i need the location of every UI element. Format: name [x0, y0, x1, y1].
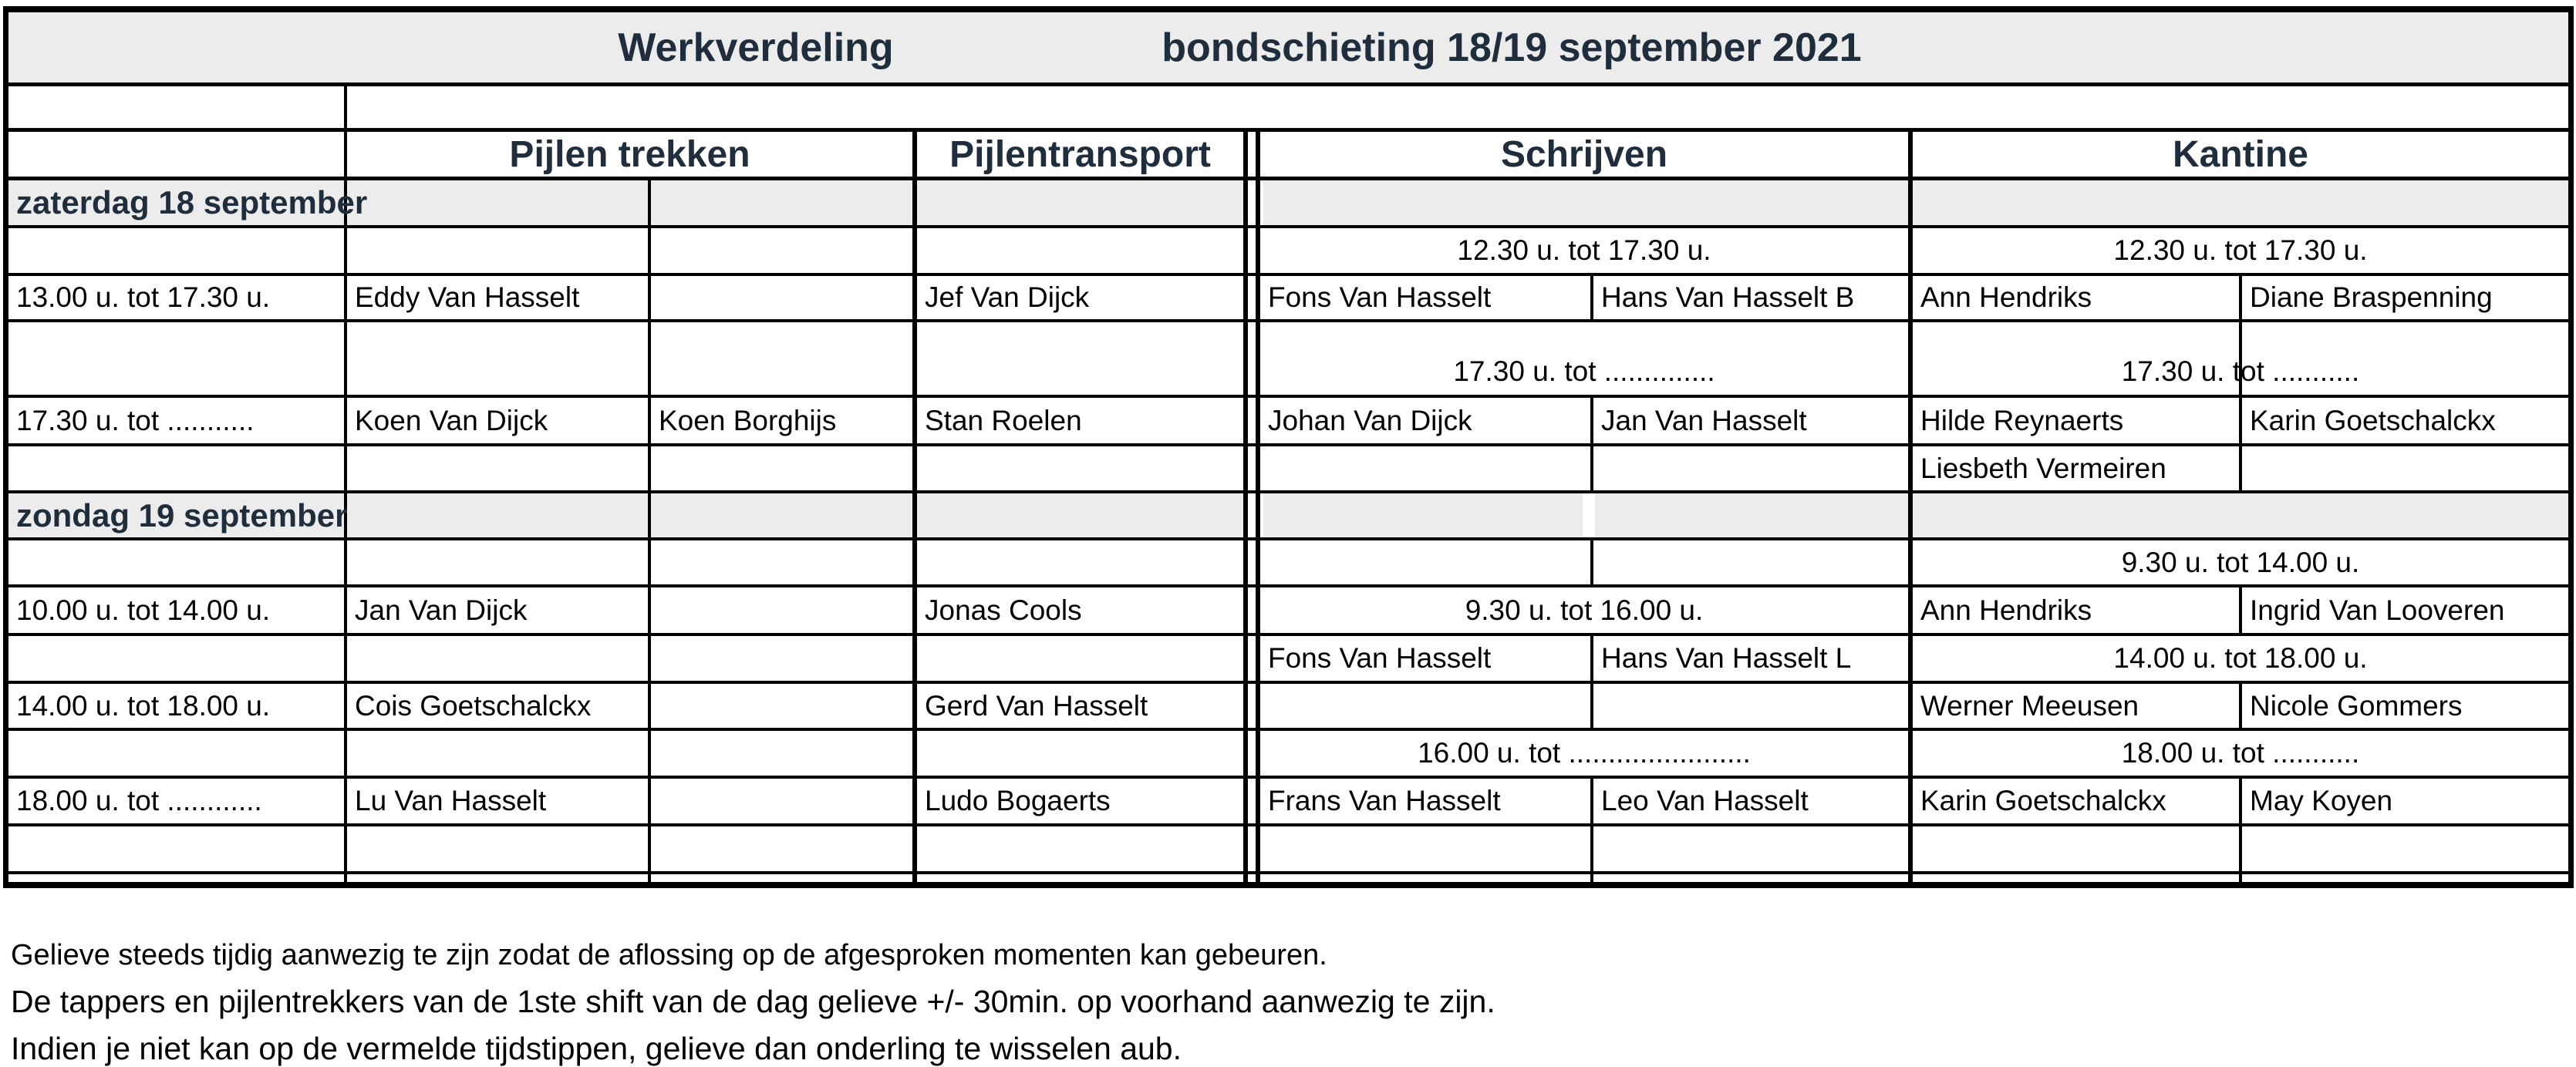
grid-line [1243, 128, 1248, 888]
saturday-row2-trekken1: Koen Van Dijck [355, 404, 548, 436]
sunday-kantine-background [1913, 492, 2570, 538]
header-schrijven: Schrijven [1500, 133, 1668, 175]
sunday-label: zondag 19 september [16, 496, 348, 534]
saturday-row1-trekken1: Eddy Van Hasselt [355, 281, 580, 313]
header-kantine: Kantine [2172, 133, 2308, 175]
sunday-row5-schrijven2: Leo Van Hasselt [1601, 785, 1809, 816]
saturday-kantine-background [1913, 179, 2570, 225]
grid-line [912, 128, 917, 888]
sunday-row1-trekken1: Jan Van Dijck [355, 594, 528, 626]
sunday-schrijven2-background [1595, 492, 1908, 538]
header-pijlentransport: Pijlentransport [949, 133, 1211, 175]
sunday-kantine-shift2: 14.00 u. tot 18.00 u. [2113, 642, 2368, 674]
saturday-row2-trekken2: Koen Borghijs [659, 404, 837, 436]
title-bondschieting: bondschieting 18/19 september 2021 [1162, 25, 1862, 70]
header-pijlen-trekken: Pijlen trekken [509, 133, 750, 175]
grid-line-top [3, 6, 2573, 12]
sunday-row5-kantine2: May Koyen [2250, 785, 2393, 816]
grid-line [1590, 537, 1593, 586]
sunday-row3-transport: Gerd Van Hasselt [925, 689, 1148, 722]
note-line-3: Indien je niet kan op de vermelde tijdstippen, gelieve dan onderling te wisselen aub. [11, 1031, 1182, 1066]
sunday-row3-time: 14.00 u. tot 18.00 u. [16, 689, 271, 722]
saturday-schrijven-background [1263, 179, 1908, 225]
grid-line [3, 82, 2573, 86]
sunday-row1-kantine2: Ingrid Van Looveren [2250, 594, 2505, 626]
saturday-row1-kantine2: Diane Braspenning [2250, 281, 2493, 313]
saturday-schrijven-shift1: 12.30 u. tot 17.30 u. [1457, 234, 1711, 266]
saturday-row1-time: 13.00 u. tot 17.30 u. [16, 281, 271, 313]
saturday-row2-time: 17.30 u. tot ........... [16, 404, 255, 436]
sunday-transport-background [916, 492, 1243, 538]
sunday-row1-kantine1: Ann Hendriks [1920, 594, 2092, 626]
sunday-row1-transport: Jonas Cools [925, 594, 1082, 626]
sunday-row2-schrijven2: Hans Van Hasselt L [1601, 642, 1852, 674]
sunday-row2-schrijven1: Fons Van Hasselt [1268, 642, 1492, 674]
sunday-kantine-shift1: 9.30 u. tot 14.00 u. [2121, 546, 2360, 578]
sunday-row5-time: 18.00 u. tot ............ [16, 785, 262, 816]
grid-line-left [3, 6, 8, 888]
sunday-schrijven-shift2: 16.00 u. tot ....................... [1418, 737, 1751, 769]
saturday-row1-schrijven1: Fons Van Hasselt [1268, 281, 1492, 313]
note-line-2: De tappers en pijlentrekkers van de 1ste shift van de dag gelieve +/- 30min. op voorhand aanwezig te zijn. [11, 984, 1495, 1019]
saturday-row2-kantine2: Karin Goetschalckx [2250, 404, 2496, 436]
sunday-schrijven-shift1: 9.30 u. tot 16.00 u. [1465, 594, 1704, 626]
sunday-row1-time: 10.00 u. tot 14.00 u. [16, 594, 271, 626]
sunday-kantine-shift3: 18.00 u. tot ........... [2121, 737, 2360, 769]
saturday-kantine-shift1: 12.30 u. tot 17.30 u. [2113, 234, 2368, 266]
sunday-row3-kantine2: Nicole Gommers [2250, 689, 2463, 722]
saturday-schrijven-shift2: 17.30 u. tot .............. [1453, 355, 1715, 387]
saturday-label: zaterdag 18 september [16, 183, 368, 220]
saturday-row2-schrijven1: Johan Van Dijck [1268, 404, 1472, 436]
grid-line [3, 319, 2573, 322]
saturday-row3-kantine1: Liesbeth Vermeiren [1920, 452, 2166, 484]
saturday-row2-transport: Stan Roelen [925, 404, 1082, 436]
title-werkverdeling: Werkverdeling [618, 25, 894, 70]
grid-line [3, 871, 2573, 874]
note-line-1: Gelieve steeds tijdig aanwezig te zijn zodat de aflossing op de afgesproken momenten kan gebeuren. [11, 939, 1327, 971]
saturday-row2-kantine1: Hilde Reynaerts [1920, 404, 2124, 436]
grid-line-right [2568, 6, 2574, 888]
sunday-row5-trekken1: Lu Van Hasselt [355, 785, 547, 816]
saturday-kantine-shift2: 17.30 u. tot ........... [2121, 355, 2360, 387]
sunday-schrijven1-background [1263, 492, 1583, 538]
saturday-row2-schrijven2: Jan Van Hasselt [1601, 404, 1807, 436]
saturday-transport-background [916, 179, 1243, 225]
sunday-row3-trekken1: Cois Goetschalckx [355, 689, 592, 722]
sunday-row3-kantine1: Werner Meeusen [1920, 689, 2139, 722]
grid-line [3, 823, 2573, 826]
saturday-row1-kantine1: Ann Hendriks [1920, 281, 2092, 313]
grid-line [648, 177, 651, 888]
saturday-row1-schrijven2: Hans Van Hasselt B [1601, 281, 1855, 313]
sunday-row5-schrijven1: Frans Van Hasselt [1268, 785, 1501, 816]
saturday-row1-transport: Jef Van Dijck [925, 281, 1090, 313]
sunday-row5-transport: Ludo Bogaerts [925, 785, 1111, 816]
grid-line-bottom [3, 882, 2573, 888]
sunday-row5-kantine1: Karin Goetschalckx [1920, 785, 2166, 816]
